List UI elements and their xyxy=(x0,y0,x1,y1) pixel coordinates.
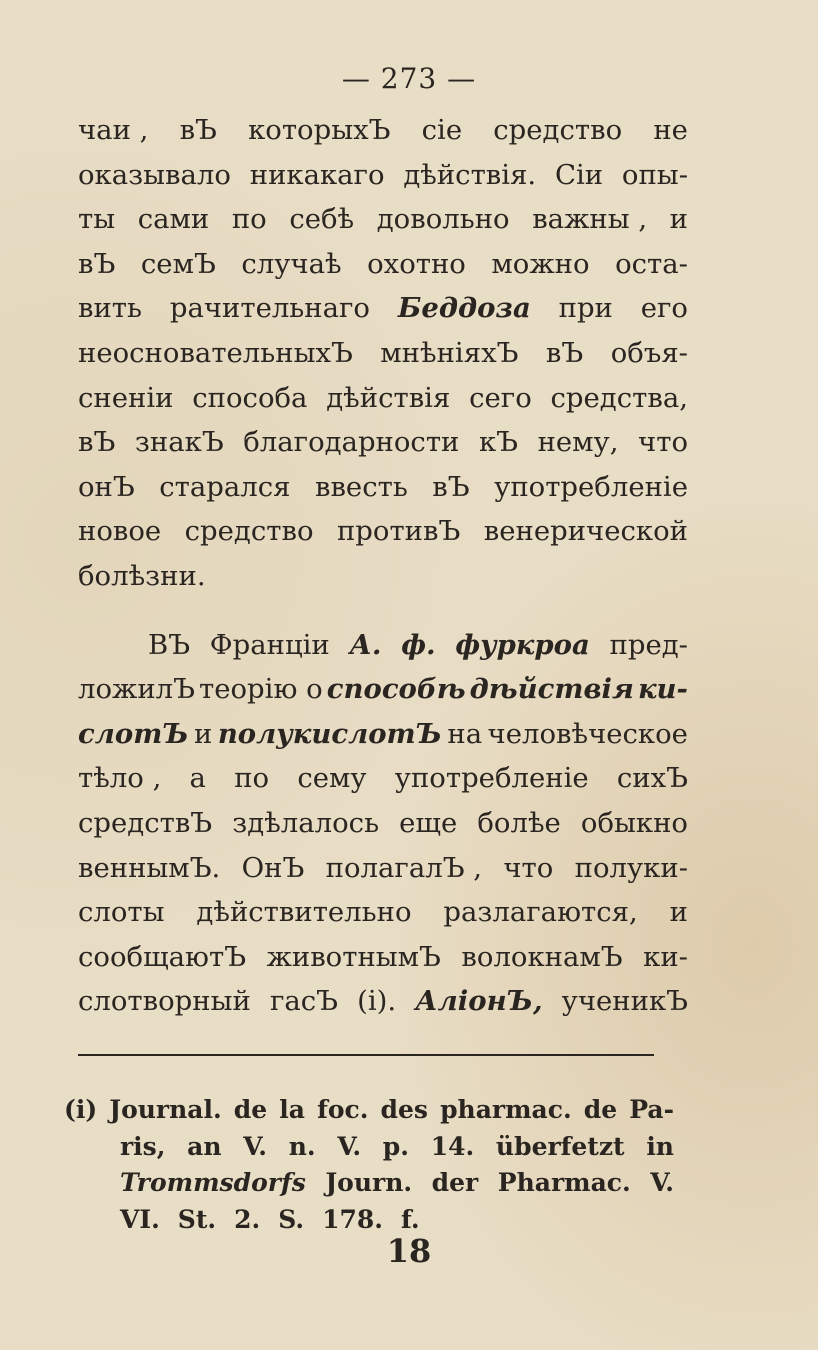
text-line xyxy=(78,197,688,242)
word: и xyxy=(669,203,688,236)
italic-term: способѣ xyxy=(326,673,466,706)
word: тѣло , xyxy=(78,762,162,795)
word: 14. xyxy=(430,1131,475,1161)
word: никакаго xyxy=(249,158,385,191)
text-line xyxy=(78,331,688,376)
footnote xyxy=(64,1092,674,1238)
text-line xyxy=(78,979,688,1024)
word: важны , xyxy=(532,203,648,236)
text-line xyxy=(78,153,688,198)
word: сихЪ xyxy=(616,762,688,795)
italic-term: дѣйствія xyxy=(469,673,634,706)
word: Pharmac. xyxy=(497,1168,631,1197)
word: веннымЪ. xyxy=(78,851,221,884)
text-line xyxy=(78,376,688,421)
text-line xyxy=(78,935,688,980)
word: по xyxy=(234,762,270,795)
word: новое xyxy=(78,515,162,548)
text-line xyxy=(78,846,688,891)
word: способа xyxy=(192,381,308,414)
word: теорію о xyxy=(199,673,323,706)
word: мнѣніяхЪ xyxy=(380,336,519,369)
word: употребленіе xyxy=(494,470,688,503)
word: de xyxy=(583,1095,618,1124)
word: VI. xyxy=(120,1204,160,1234)
word: сему xyxy=(297,762,367,795)
text-line xyxy=(78,465,688,510)
word: des xyxy=(380,1095,428,1124)
word: сего xyxy=(469,381,532,414)
word: сообщаютЪ xyxy=(78,940,247,973)
word: дѣйствія. xyxy=(403,158,537,191)
word: средство xyxy=(184,515,314,548)
word: ris, xyxy=(120,1131,166,1161)
word: случаѣ xyxy=(241,247,342,280)
text-line xyxy=(78,509,688,554)
word: foc. xyxy=(317,1095,369,1124)
word: волокнамЪ xyxy=(461,940,623,973)
word: пред- xyxy=(609,628,688,661)
word: онЪ xyxy=(78,470,135,503)
word: и xyxy=(669,896,688,929)
word: благодарности xyxy=(243,426,460,459)
word: довольно xyxy=(376,203,510,236)
word: дѣйствительно xyxy=(196,896,412,929)
text-line xyxy=(78,667,688,712)
word: семЪ xyxy=(140,247,216,280)
footnote-line xyxy=(64,1092,674,1129)
italic-name: Беддоза xyxy=(397,292,531,325)
word: еще xyxy=(399,806,458,839)
word: V. xyxy=(337,1131,362,1161)
word: не xyxy=(653,114,688,146)
word: объя- xyxy=(610,336,688,369)
italic-name: фуркроа xyxy=(455,628,590,661)
word: Франціи xyxy=(209,628,330,661)
word: S. xyxy=(278,1204,305,1234)
text-line xyxy=(78,623,688,668)
word: противЪ xyxy=(336,515,461,548)
word: St. xyxy=(177,1204,217,1234)
word: слоты xyxy=(78,896,165,929)
word: старался xyxy=(159,470,291,503)
word: ВЪ xyxy=(148,628,191,661)
word: дѣйствія xyxy=(326,381,451,414)
word: ки- xyxy=(643,940,688,973)
word: нему, xyxy=(537,426,619,459)
word: охотно xyxy=(367,247,466,280)
word: можно xyxy=(491,247,590,280)
word: вЪ xyxy=(78,247,116,280)
text-line xyxy=(78,890,688,935)
text-line xyxy=(78,242,688,287)
word: вить xyxy=(78,292,142,325)
word: n. xyxy=(288,1131,316,1161)
signature-mark: 18 xyxy=(386,1232,432,1270)
italic-name: Trommsdorfs xyxy=(120,1168,306,1197)
word: оста- xyxy=(615,247,688,280)
word: вЪ xyxy=(78,426,116,459)
word: неосновательныхЪ xyxy=(78,336,353,369)
word: человѣческое xyxy=(487,717,688,750)
word: der xyxy=(431,1168,479,1197)
word: ученикЪ xyxy=(561,985,688,1018)
word: болѣе xyxy=(477,806,561,839)
word: кЪ xyxy=(478,426,518,459)
italic-name: АліонЪ, xyxy=(415,985,543,1018)
text-line xyxy=(78,712,688,757)
word: животнымЪ xyxy=(266,940,441,973)
word: полуки- xyxy=(574,851,688,884)
page-number-header: — 273 — xyxy=(341,62,477,95)
word: средствЪ xyxy=(78,806,213,839)
word: слотворный xyxy=(78,985,251,1018)
footnote-divider xyxy=(78,1054,654,1056)
word: и xyxy=(194,717,213,750)
word: V. xyxy=(243,1131,267,1161)
word: болѣзни. xyxy=(78,559,206,592)
word: p. xyxy=(382,1131,409,1161)
word: de xyxy=(233,1095,268,1124)
footnote-reference: (i). xyxy=(357,985,397,1018)
text-line xyxy=(78,286,688,331)
word: полагалЪ , xyxy=(325,851,483,884)
text-line xyxy=(78,108,688,153)
word: его xyxy=(640,292,688,325)
word: опы- xyxy=(621,158,688,191)
text-line xyxy=(78,554,688,599)
word: вЪ xyxy=(179,114,217,146)
word: рачительнаго xyxy=(169,292,370,325)
word: вЪ xyxy=(545,336,584,369)
footnote-line xyxy=(64,1129,674,1166)
text-line xyxy=(78,756,688,801)
italic-name: ф. xyxy=(401,628,436,661)
footnote-line xyxy=(64,1165,674,1202)
word: которыхЪ xyxy=(248,114,391,146)
footnote-mark: (i) xyxy=(64,1095,98,1124)
word: ты xyxy=(78,203,116,236)
word: вЪ xyxy=(432,470,470,503)
word: 2. xyxy=(234,1204,261,1234)
word: сіе xyxy=(421,114,463,146)
word: in xyxy=(646,1131,674,1161)
word: 178. xyxy=(322,1204,383,1234)
italic-term: ки- xyxy=(637,673,688,706)
word: оказывало xyxy=(78,158,231,191)
word: сами xyxy=(137,203,210,236)
word: Pa- xyxy=(629,1095,674,1124)
italic-term: слотЪ xyxy=(78,717,189,750)
word: здѣлалось xyxy=(232,806,380,839)
word: венерической xyxy=(483,515,688,548)
word: Journ. xyxy=(325,1168,413,1197)
text-line xyxy=(78,801,688,846)
word: pharmac. xyxy=(440,1095,572,1124)
word: обыкно xyxy=(580,806,688,839)
word: гасЪ xyxy=(269,985,339,1018)
word: средство xyxy=(493,114,623,146)
word: ввесть xyxy=(314,470,408,503)
word: себѣ xyxy=(289,203,355,236)
word: ОнЪ xyxy=(241,851,305,884)
word: знакЪ xyxy=(134,426,224,459)
word: la xyxy=(279,1095,305,1124)
italic-term: полукислотЪ xyxy=(217,717,442,750)
word: что xyxy=(503,851,554,884)
word: средства, xyxy=(550,381,688,414)
word: при xyxy=(558,292,613,325)
word: по xyxy=(231,203,267,236)
word: употребленіе xyxy=(394,762,589,795)
body-text xyxy=(78,108,688,1024)
word: Сіи xyxy=(554,158,604,191)
text-line xyxy=(78,420,688,465)
paragraph-gap xyxy=(78,599,688,623)
word: на xyxy=(447,717,483,750)
word: чаи , xyxy=(78,114,149,146)
word: что xyxy=(638,426,688,459)
word: разлагаются, xyxy=(443,896,638,929)
word: überfetzt xyxy=(495,1131,625,1161)
word: ложилЪ xyxy=(78,673,195,706)
word: сненіи xyxy=(78,381,174,414)
italic-name: А. xyxy=(349,628,382,661)
word: Journal. xyxy=(109,1095,222,1124)
word: an xyxy=(187,1131,222,1161)
word: f. xyxy=(400,1204,420,1234)
word: V. xyxy=(650,1168,674,1197)
word: а xyxy=(189,762,206,795)
